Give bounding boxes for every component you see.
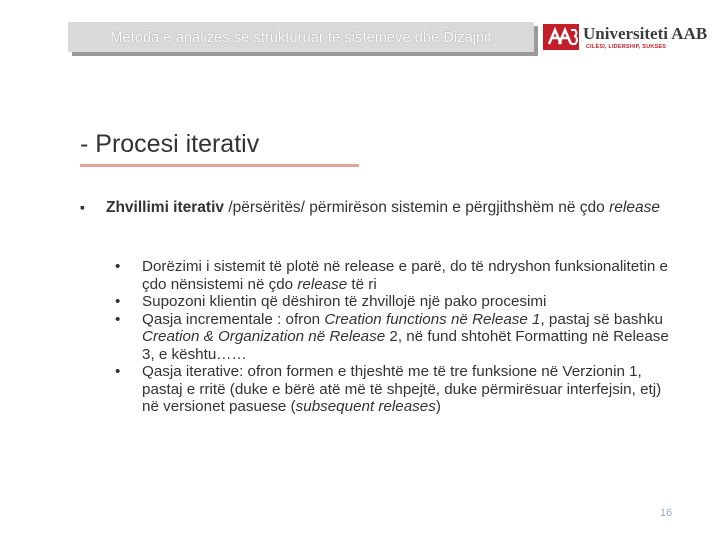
logo-tagline: CILËSI, LIDERSHIP, SUKSES	[586, 44, 667, 50]
list-item-italic: Creation & Organization në Release	[142, 328, 386, 345]
logo-name: Universiteti AAB	[583, 24, 708, 43]
list-item	[115, 311, 675, 364]
list-item-text: Qasja incrementale : ofron	[142, 310, 325, 328]
square-bullet-icon: ▪	[80, 199, 85, 215]
list-item-text: të ri	[347, 275, 377, 293]
list-item-text: Supozoni klientin që dëshiron të zhvillojë një pako procesimi	[142, 293, 547, 310]
list-item-text: )	[435, 398, 441, 415]
list-item	[115, 258, 675, 293]
list-item-italic: subsequent releases	[295, 398, 436, 415]
bullet-dot-icon: •	[115, 293, 121, 310]
bullet-dot-icon: •	[115, 258, 121, 275]
list-item	[115, 363, 675, 416]
list-item-text: Dorëzimi i sistemit të plotë në release e parë, do të ndryshon funksionalitetin e çdo nënsistemi në çdo	[142, 258, 668, 293]
main-bullet-text	[106, 198, 676, 217]
heading-underline	[80, 164, 359, 167]
list-item-text: , pastaj së bashku	[540, 310, 663, 328]
aab-logo-icon	[543, 24, 579, 50]
main-bullet-italic: release	[609, 199, 660, 216]
page-number: 16	[660, 507, 673, 519]
header-title: Metoda e analizes se strukturuar te sistemeve dhe Dizajnit	[110, 30, 492, 46]
list-item-italic: release	[297, 275, 348, 293]
slide-heading: - Procesi iterativ	[80, 130, 260, 158]
bullet-dot-icon: •	[115, 363, 121, 380]
main-bullet-bold: Zhvillimi iterativ	[106, 199, 225, 216]
list-item-italic: Creation functions në Release 1	[324, 310, 541, 328]
university-logo	[543, 22, 713, 56]
list-item-text: 2, në fund shtohët Formatting në Release 3, e kështu……	[142, 328, 669, 363]
list-item	[115, 293, 675, 311]
bullet-dot-icon: •	[115, 310, 121, 328]
sub-bullet-list	[115, 258, 675, 416]
main-bullet-body: /përsëritës/ përmirëson sistemin e përgjithshëm në çdo	[224, 199, 610, 216]
list-item-text: Qasja iterative: ofron formen e thjeshtë me të tre funksione në Verzionin 1, pastaj e rritë (duke e bërë atë më të shpejtë, duke përmirësuar interfejsin, etj) në versionet pasuese (	[142, 363, 662, 415]
